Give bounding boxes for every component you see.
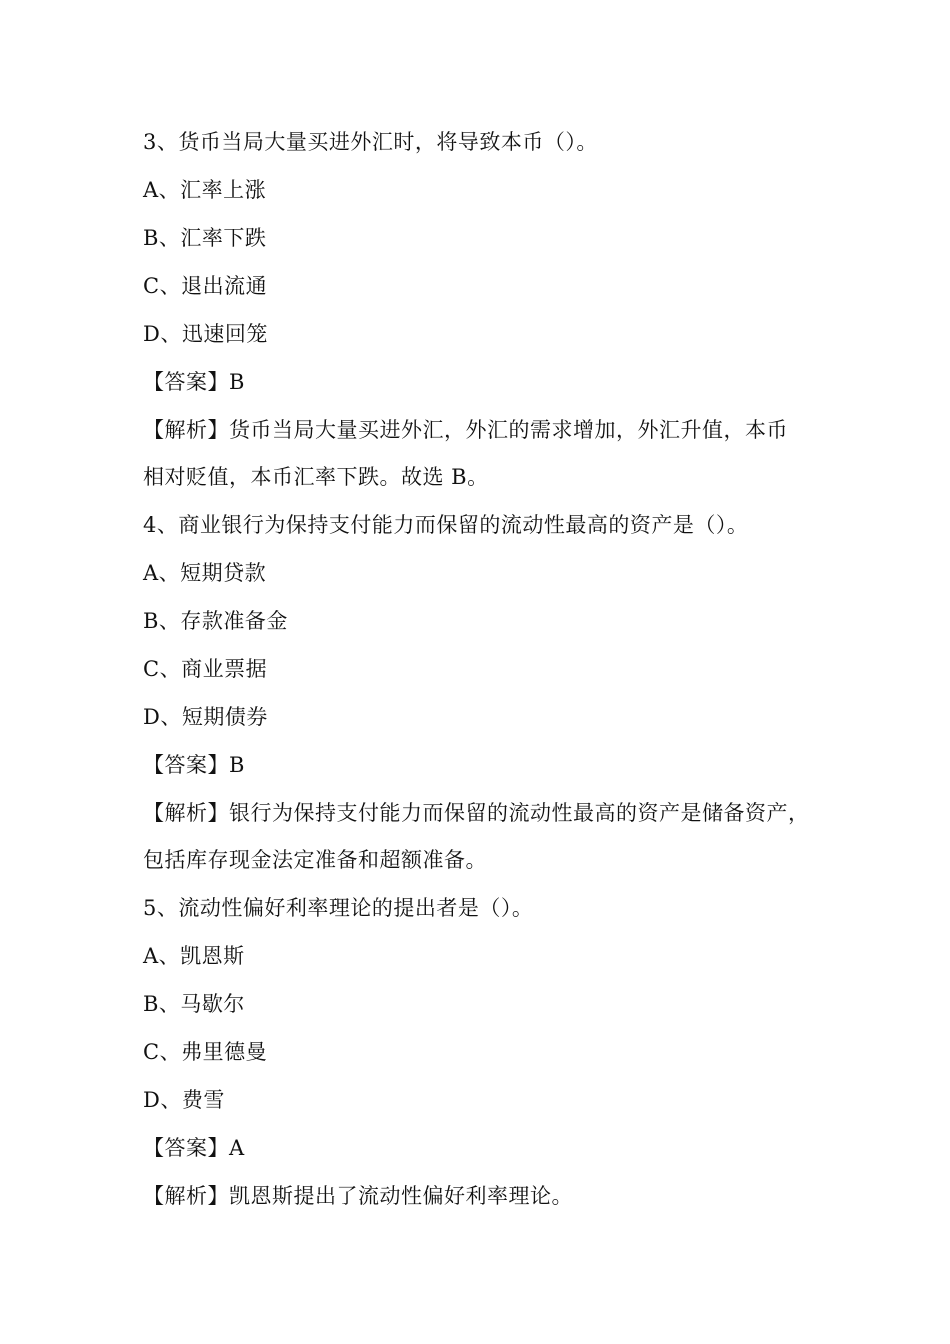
analysis-line: 【解析】银行为保持支付能力而保留的流动性最高的资产是储备资产， — [143, 801, 810, 825]
option-c: C、弗里德曼 — [143, 1040, 268, 1064]
answer: 【答案】B — [143, 753, 245, 777]
answer: 【答案】B — [143, 370, 245, 394]
analysis-line: 相对贬值，本币汇率下跌。故选 B。 — [143, 465, 489, 489]
question-stem: 4、商业银行为保持支付能力而保留的流动性最高的资产是（）。 — [143, 513, 749, 537]
option-d: D、短期债券 — [143, 705, 268, 729]
analysis-line: 【解析】货币当局大量买进外汇，外汇的需求增加，外汇升值，本币 — [143, 418, 788, 442]
option-d: D、迅速回笼 — [143, 322, 268, 346]
option-d: D、费雪 — [143, 1088, 225, 1112]
option-b: B、汇率下跌 — [143, 226, 267, 250]
option-a: A、凯恩斯 — [143, 944, 245, 968]
analysis-line: 包括库存现金法定准备和超额准备。 — [143, 848, 487, 872]
question-stem: 3、货币当局大量买进外汇时，将导致本币（）。 — [143, 130, 598, 154]
option-b: B、存款准备金 — [143, 609, 288, 633]
analysis-line: 【解析】凯恩斯提出了流动性偏好利率理论。 — [143, 1184, 573, 1208]
option-a: A、短期贷款 — [143, 561, 267, 585]
option-a: A、汇率上涨 — [143, 178, 267, 202]
option-c: C、商业票据 — [143, 657, 268, 681]
question-stem: 5、流动性偏好利率理论的提出者是（）。 — [143, 896, 534, 920]
answer: 【答案】A — [143, 1136, 245, 1160]
option-c: C、退出流通 — [143, 274, 268, 298]
option-b: B、马歇尔 — [143, 992, 245, 1016]
